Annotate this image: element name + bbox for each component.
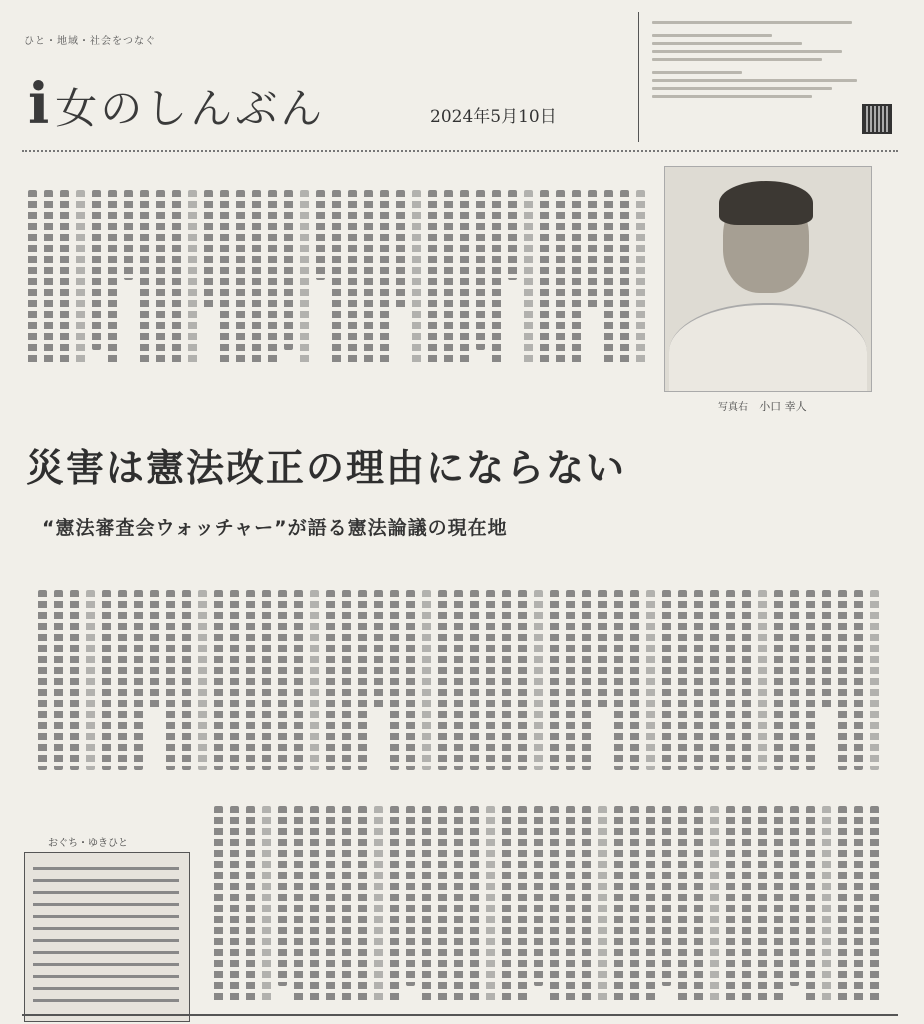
text-column bbox=[310, 806, 319, 1002]
text-column bbox=[470, 590, 479, 770]
text-column bbox=[614, 806, 623, 1002]
text-column bbox=[646, 590, 655, 770]
text-column bbox=[518, 806, 527, 1002]
text-column bbox=[294, 806, 303, 1002]
text-column bbox=[678, 806, 687, 1002]
text-column bbox=[502, 590, 511, 770]
text-column bbox=[742, 590, 751, 770]
text-column bbox=[524, 190, 533, 366]
text-column bbox=[342, 806, 351, 1002]
masthead-info-block bbox=[652, 16, 862, 103]
text-column bbox=[198, 590, 207, 770]
text-column bbox=[54, 590, 63, 770]
text-column bbox=[444, 190, 453, 366]
text-column bbox=[188, 190, 197, 366]
text-column bbox=[70, 590, 79, 770]
text-column bbox=[486, 806, 495, 1002]
text-column bbox=[38, 590, 47, 770]
text-column bbox=[60, 190, 69, 366]
text-column bbox=[182, 590, 191, 770]
text-column bbox=[172, 190, 181, 366]
masthead-divider bbox=[638, 12, 639, 142]
text-column bbox=[870, 806, 879, 1002]
issue-date: 2024年5月10日 bbox=[430, 107, 557, 127]
text-column bbox=[252, 190, 261, 366]
text-column bbox=[108, 190, 117, 366]
text-column bbox=[364, 190, 373, 366]
article-headline: 災害は憲法改正の理由にならない bbox=[26, 446, 627, 490]
text-column bbox=[102, 590, 111, 770]
text-column bbox=[230, 590, 239, 770]
text-column bbox=[428, 190, 437, 366]
profile-box bbox=[24, 852, 190, 1022]
text-column bbox=[630, 590, 639, 770]
text-column bbox=[854, 806, 863, 1002]
text-column bbox=[380, 190, 389, 366]
text-column bbox=[620, 190, 629, 366]
text-column bbox=[278, 806, 287, 986]
text-column bbox=[790, 590, 799, 770]
text-column bbox=[326, 590, 335, 770]
text-column bbox=[502, 806, 511, 1002]
text-column bbox=[822, 590, 831, 710]
text-column bbox=[246, 590, 255, 770]
text-column bbox=[230, 806, 239, 1002]
text-column bbox=[262, 590, 271, 770]
text-column bbox=[604, 190, 613, 366]
text-column bbox=[726, 806, 735, 1002]
text-column bbox=[86, 590, 95, 770]
text-column bbox=[822, 806, 831, 1002]
text-column bbox=[710, 806, 719, 1002]
text-column bbox=[710, 590, 719, 770]
text-column bbox=[118, 590, 127, 770]
text-column bbox=[348, 190, 357, 366]
newspaper-logo bbox=[28, 71, 326, 137]
text-column bbox=[166, 590, 175, 770]
text-column bbox=[534, 806, 543, 986]
text-column bbox=[236, 190, 245, 366]
text-column bbox=[492, 190, 501, 366]
text-column bbox=[550, 806, 559, 1002]
text-column bbox=[92, 190, 101, 350]
text-column bbox=[406, 590, 415, 770]
text-column bbox=[124, 190, 133, 280]
text-column bbox=[518, 590, 527, 770]
photo-caption bbox=[718, 398, 807, 414]
text-column bbox=[646, 806, 655, 1002]
text-column bbox=[310, 590, 319, 770]
text-column bbox=[806, 806, 815, 1002]
text-column bbox=[412, 190, 421, 366]
text-column bbox=[396, 190, 405, 310]
text-column bbox=[406, 806, 415, 986]
article-subheadline: “憲法審査会ウォッチャー”が語る憲法論議の現在地 bbox=[42, 517, 508, 539]
text-column bbox=[540, 190, 549, 366]
text-column bbox=[508, 190, 517, 280]
text-column bbox=[790, 806, 799, 986]
text-column bbox=[316, 190, 325, 280]
text-column bbox=[150, 590, 159, 710]
text-column bbox=[694, 806, 703, 1002]
text-column bbox=[204, 190, 213, 310]
text-column bbox=[358, 806, 367, 1002]
text-column bbox=[390, 590, 399, 770]
text-column bbox=[556, 190, 565, 366]
text-column bbox=[630, 806, 639, 1002]
text-column bbox=[486, 590, 495, 770]
caption-name: 小口 幸人 bbox=[759, 400, 807, 413]
text-column bbox=[774, 806, 783, 1002]
text-column bbox=[262, 806, 271, 1002]
text-column bbox=[614, 590, 623, 770]
text-column bbox=[588, 190, 597, 310]
text-column bbox=[758, 590, 767, 770]
text-column bbox=[140, 190, 149, 366]
text-column bbox=[342, 590, 351, 770]
text-column bbox=[438, 806, 447, 1002]
text-column bbox=[566, 806, 575, 1002]
text-column bbox=[774, 590, 783, 770]
portrait-photo bbox=[664, 166, 872, 392]
text-column bbox=[806, 590, 815, 770]
text-column bbox=[44, 190, 53, 366]
text-column bbox=[294, 590, 303, 770]
text-column bbox=[470, 806, 479, 1002]
text-column bbox=[572, 190, 581, 366]
text-column bbox=[422, 806, 431, 1002]
qr-code-icon bbox=[862, 104, 892, 134]
text-column bbox=[598, 806, 607, 1002]
text-column bbox=[246, 806, 255, 1002]
caption-label: 写真右 bbox=[718, 402, 748, 413]
text-column bbox=[300, 190, 309, 366]
text-column bbox=[214, 806, 223, 1002]
text-column bbox=[358, 590, 367, 770]
text-column bbox=[332, 190, 341, 366]
text-column bbox=[284, 190, 293, 350]
text-column bbox=[550, 590, 559, 770]
text-column bbox=[662, 806, 671, 986]
text-column bbox=[582, 590, 591, 770]
text-column bbox=[156, 190, 165, 366]
text-column bbox=[476, 190, 485, 350]
text-column bbox=[28, 190, 37, 366]
text-column bbox=[742, 806, 751, 1002]
text-column bbox=[662, 590, 671, 770]
text-column bbox=[678, 590, 687, 770]
text-column bbox=[854, 590, 863, 770]
text-column bbox=[438, 590, 447, 770]
text-column bbox=[214, 590, 223, 770]
masthead-rule bbox=[22, 150, 898, 152]
text-column bbox=[374, 590, 383, 710]
text-column bbox=[460, 190, 469, 366]
page-bottom-rule bbox=[22, 1014, 898, 1016]
text-column bbox=[636, 190, 645, 366]
text-column bbox=[598, 590, 607, 710]
text-column bbox=[390, 806, 399, 1002]
text-column bbox=[454, 590, 463, 770]
profile-title: おぐち・ゆきひと bbox=[48, 838, 128, 849]
text-column bbox=[76, 190, 85, 366]
text-column bbox=[220, 190, 229, 366]
text-column bbox=[566, 590, 575, 770]
text-column bbox=[454, 806, 463, 1002]
text-column bbox=[422, 590, 431, 770]
logo-title: 女のしんぶん bbox=[55, 84, 326, 133]
text-column bbox=[268, 190, 277, 366]
text-column bbox=[694, 590, 703, 770]
text-column bbox=[870, 590, 879, 770]
masthead-tagline: ひと・地域・社会をつなぐ bbox=[24, 36, 156, 47]
logo-i-mark: i bbox=[28, 71, 50, 137]
text-column bbox=[374, 806, 383, 1002]
text-column bbox=[758, 806, 767, 1002]
text-column bbox=[326, 806, 335, 1002]
text-column bbox=[534, 590, 543, 770]
text-column bbox=[278, 590, 287, 770]
text-column bbox=[726, 590, 735, 770]
text-column bbox=[134, 590, 143, 770]
text-column bbox=[838, 806, 847, 1002]
text-column bbox=[582, 806, 591, 1002]
text-column bbox=[838, 590, 847, 770]
